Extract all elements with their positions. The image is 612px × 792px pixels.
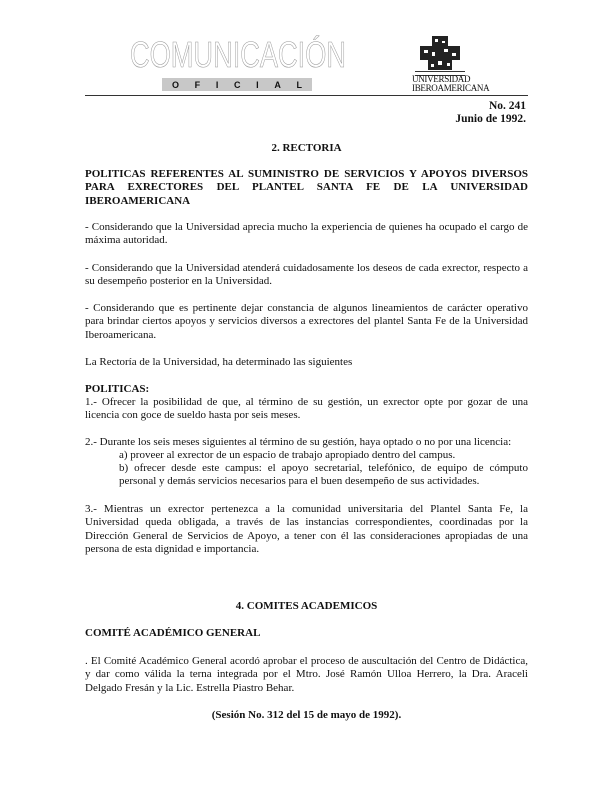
policy-item-2a: a) proveer al exrector de un espacio de trabajo apropiado dentro del campus. (119, 449, 456, 461)
university-name-line1: UNIVERSIDAD (412, 74, 471, 84)
issue-info (455, 100, 526, 126)
oficial-letter: I (256, 79, 259, 90)
policy-item-1: 1.- Ofrecer la posibilidad de que, al término de su gestión, un exrector opte por gozar de una licencia con goce de sueldo hasta por seis meses. (85, 396, 528, 422)
oficial-letter: O (172, 79, 180, 90)
policy-title-line: PARA EXRECTORES DEL PLANTEL SANTA FE DE LA UNIVERSIDAD (85, 181, 528, 194)
policy-title (85, 168, 528, 208)
oficial-letter: L (296, 79, 302, 90)
comunicacion-logo (128, 34, 348, 75)
considerando-paragraph: - Considerando que la Universidad atenderá cuidadosamente los deseos de cada exrector, respecto a su desempeño posterior en la Universidad. (85, 262, 528, 288)
policy-item-2-intro: 2.- Durante los seis meses siguientes al término de su gestión, haya optado o no por una licencia: (85, 436, 512, 448)
issue-number: No. 241 (488, 100, 526, 112)
policies-label: POLITICAS: (85, 383, 150, 395)
session-reference: (Sesión No. 312 del 15 de mayo de 1992). (211, 709, 402, 721)
policy-title-line: POLITICAS REFERENTES AL SUMINISTRO DE SERVICIOS Y APOYOS DIVERSOS (85, 168, 528, 180)
policy-item-2b: b) ofrecer desde este campus: el apoyo secretarial, telefónico, de equipo de cómputo personal y demás servicios necesarios para el buen desempeño de sus actividades. (119, 462, 528, 488)
oficial-banner (162, 78, 312, 91)
oficial-letter: I (215, 79, 219, 90)
section-heading-rectoria: 2. RECTORIA (271, 142, 342, 154)
university-crest-icon (418, 36, 462, 72)
committee-subheading: COMITÉ ACADÉMICO GENERAL (85, 627, 261, 639)
policy-item-3: 3.- Mientras un exrector pertenezca a la comunidad universitaria del Plantel Santa Fe, la Universidad queda obligada, a través de las instancias correspondientes, coordinadas por la Dirección General de Servicios de Apoyo, a tener con él las consideraciones apropiadas de una persona de esta dignidad e importancia. (85, 503, 528, 556)
issue-date: Junio de 1992. (455, 113, 526, 125)
university-name-line2: IBEROAMERICANA (412, 83, 490, 93)
header-divider (85, 95, 528, 96)
considerando-paragraph: - Considerando que es pertinente dejar constancia de algunos lineamientos de carácter operativo para brindar ciertos apoyos y servicios diversos a exrectores del plantel Santa Fe de la Universidad Iberoamericana. (85, 302, 528, 341)
oficial-letter: A (274, 79, 281, 90)
university-name (412, 75, 532, 93)
policy-title-line: IBEROAMERICANA (85, 194, 191, 207)
considerando-paragraph: - Considerando que la Universidad aprecia mucho la experiencia de quienes ha ocupado el cargo de máxima autoridad. (85, 221, 528, 247)
determination-text: La Rectoría de la Universidad, ha determinado las siguientes (85, 356, 353, 368)
committee-paragraph: . El Comité Académico General acordó aprobar el proceso de auscultación del Centro de Didáctica, y dar como válida la terna integrada por el Mtro. José Ramón Ulloa Herrero, la Dra. Araceli Delgado Fresán y la Lic. Estrella Piastro Behar. (85, 655, 528, 694)
oficial-letter: F (194, 79, 201, 90)
section-heading-comites: 4. COMITES ACADEMICOS (235, 600, 378, 612)
oficial-letter: C (234, 79, 241, 90)
logo-title: COMUNICACIÓN (130, 34, 346, 75)
